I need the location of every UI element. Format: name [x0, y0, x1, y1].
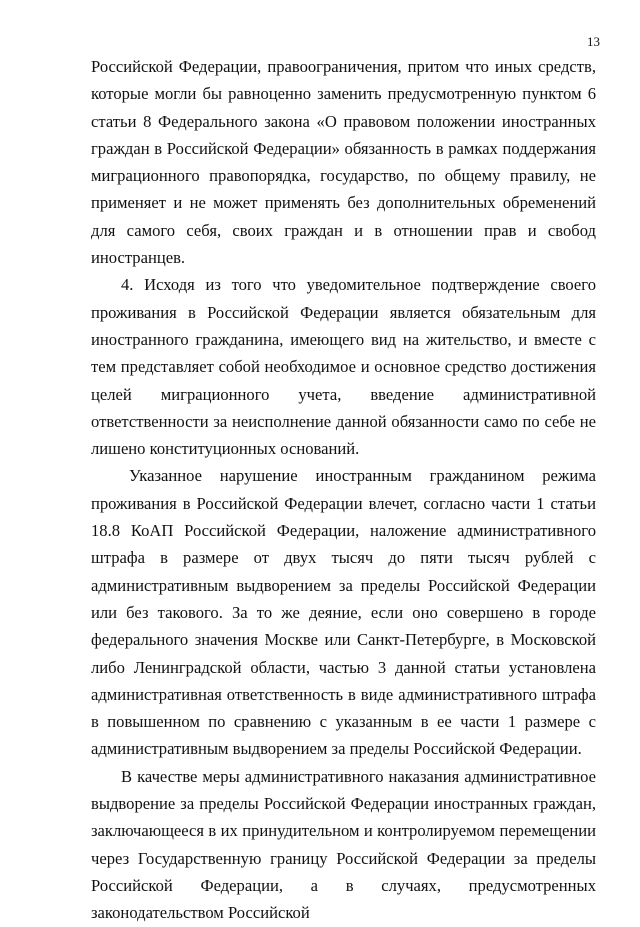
paragraph-expulsion: В качестве меры административного наказания административное выдворение за пределы Российской Федерации иностранных граждан, заключающееся в их принудительном и контролируемом перемещении через Государственную границу Российской Федерации за пределы Российской Федерации, а в случаях, предусмотренных законодательством Российской — [91, 766, 596, 923]
paragraph-violation: Указанное нарушение иностранным гражданином режима проживания в Российской Федерации влечет, согласно части 1 статьи 18.8 КоАП Российской Федерации, наложение административного штрафа в размере от двух тысяч до пяти тысяч рублей с административным выдворением за пределы Российской Федерации или без такового. За то же деяние, если оно совершено в городе федерального значения Москве или Санкт-Петербурге, в Московской либо Ленинградской области, частью 3 данной статьи установлена административная ответственность в виде административного штрафа в повышенном по сравнению с указанным в ее части 1 размере с административным выдворением за пределы Российской Федерации. — [91, 466, 596, 759]
paragraph-continuation: Российской Федерации, правоограничения, притом что иных средств, которые могли бы равноценно заменить предусмотренную пунктом 6 статьи 8 Федерального закона «О правовом положении иностранных граждан в Российской Федерации» обязанность в рамках поддержания миграционного правопорядка, государство, по общему правилу, не применяет и не может применять без дополнительных обременений для самого себя, своих граждан и в отношении прав и свобод иностранцев. — [91, 57, 596, 268]
paragraph-item-4: 4. Исходя из того что уведомительное подтверждение своего проживания в Российской Федерации является обязательным для иностранного гражданина, имеющего вид на жительство, и вместе с тем представляет собой необходимое и основное средство достижения целей миграционного учета, введение административной ответственности за неисполнение данной обязанности само по себе не лишено конституционных оснований. — [91, 275, 596, 459]
page-number: 13 — [587, 34, 600, 49]
document-body — [91, 53, 596, 927]
